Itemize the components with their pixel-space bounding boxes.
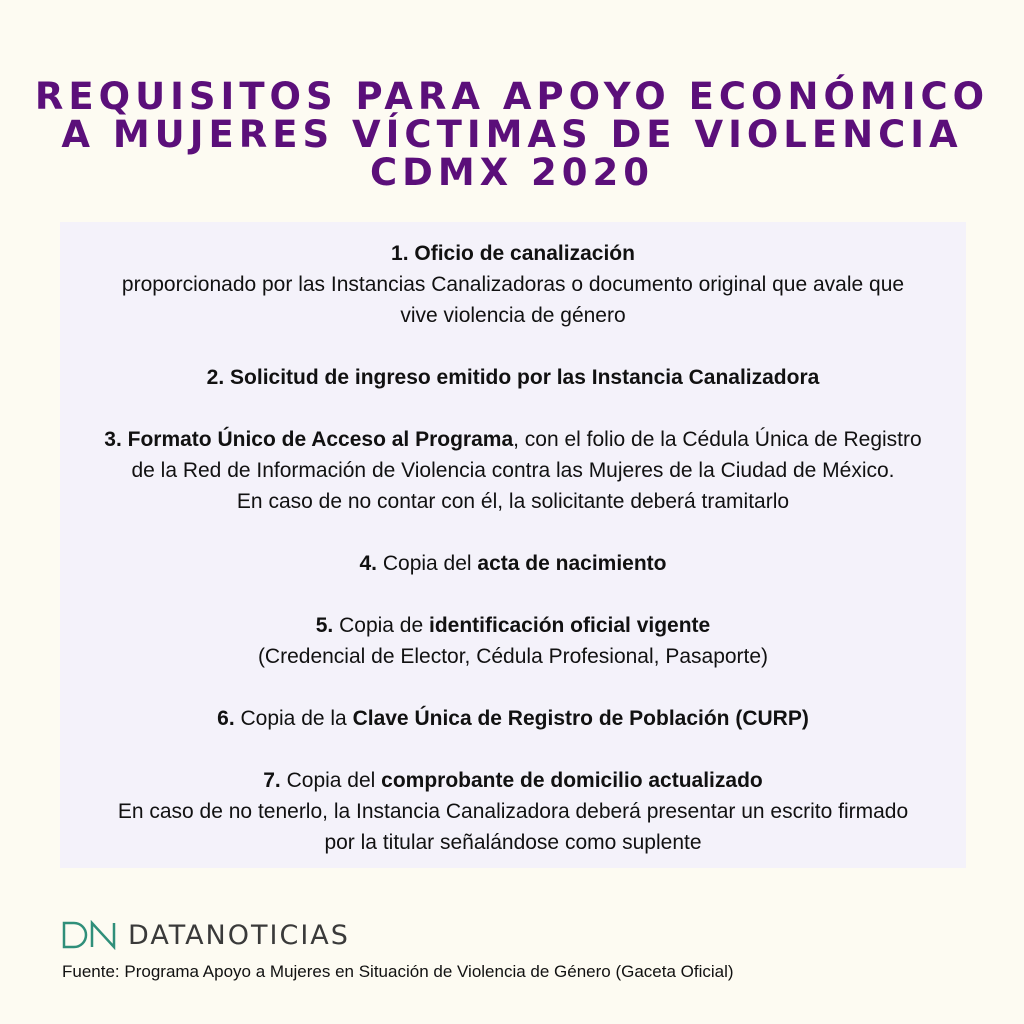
requirement-3-detail-2: En caso de no contar con él, la solicitante deberá tramitarlo: [236, 490, 790, 513]
title-line-3: CDMX 2020: [369, 151, 655, 194]
requirement-3-title: 3. Formato Único de Acceso al Programa: [104, 428, 514, 451]
requirements-list: [60, 238, 966, 858]
requirement-4-number: 4.: [359, 552, 378, 575]
requirement-7-prefix: Copia del: [280, 769, 382, 792]
requirement-7-number: 7.: [263, 769, 281, 792]
datanoticias-logo: [62, 918, 350, 952]
requirement-5-number: 5.: [315, 614, 334, 637]
title-line-1: REQUISITOS PARA APOYO ECONÓMICO: [34, 75, 990, 118]
requirement-5-title: identificación oficial vigente: [429, 614, 711, 637]
requirement-7-title: comprobante de domicilio actualizado: [381, 769, 763, 792]
requirement-7: [60, 765, 966, 858]
requirement-6-title: Clave Única de Registro de Población (CURP): [352, 707, 809, 730]
requirement-1: [60, 238, 966, 331]
requirement-7-detail-2: por la titular señalándose como suplente: [324, 831, 702, 854]
requirement-3-rest: , con el folio de la Cédula Única de Registro: [513, 428, 922, 451]
requirement-1-title: 1. Oficio de canalización: [391, 242, 635, 265]
requirement-1-detail-1: proporcionado por las Instancias Canalizadoras o documento original que avale que: [121, 273, 905, 296]
logo-text: DATANOTICIAS: [128, 919, 350, 951]
requirement-5-prefix: Copia de: [333, 614, 429, 637]
requirement-3-detail-1: de la Red de Información de Violencia contra las Mujeres de la Ciudad de México.: [131, 459, 895, 482]
page-title: [0, 75, 1024, 194]
requirement-4-prefix: Copia del: [377, 552, 478, 575]
requirement-4-title: acta de nacimiento: [477, 552, 667, 575]
requirement-2: [60, 362, 966, 393]
requirement-6: [60, 703, 966, 734]
requirement-6-number: 6.: [217, 707, 235, 730]
requirement-7-detail-1: En caso de no tenerlo, la Instancia Canalizadora deberá presentar un escrito firmado: [117, 800, 909, 823]
requirement-3: [60, 424, 966, 517]
title-line-2: A MUJERES VÍCTIMAS DE VIOLENCIA: [61, 113, 963, 156]
requirement-1-detail-2: vive violencia de género: [400, 304, 626, 327]
requirement-4: [60, 548, 966, 579]
requirement-6-prefix: Copia de la: [234, 707, 353, 730]
dn-logo-icon: [62, 920, 122, 950]
requirement-5: [60, 610, 966, 672]
requirement-5-detail-1: (Credencial de Elector, Cédula Profesional, Pasaporte): [257, 645, 769, 668]
requirement-2-title: 2. Solicitud de ingreso emitido por las Instancia Canalizadora: [206, 366, 820, 389]
source-note: Fuente: Programa Apoyo a Mujeres en Situación de Violencia de Género (Gaceta Oficial): [62, 962, 734, 981]
